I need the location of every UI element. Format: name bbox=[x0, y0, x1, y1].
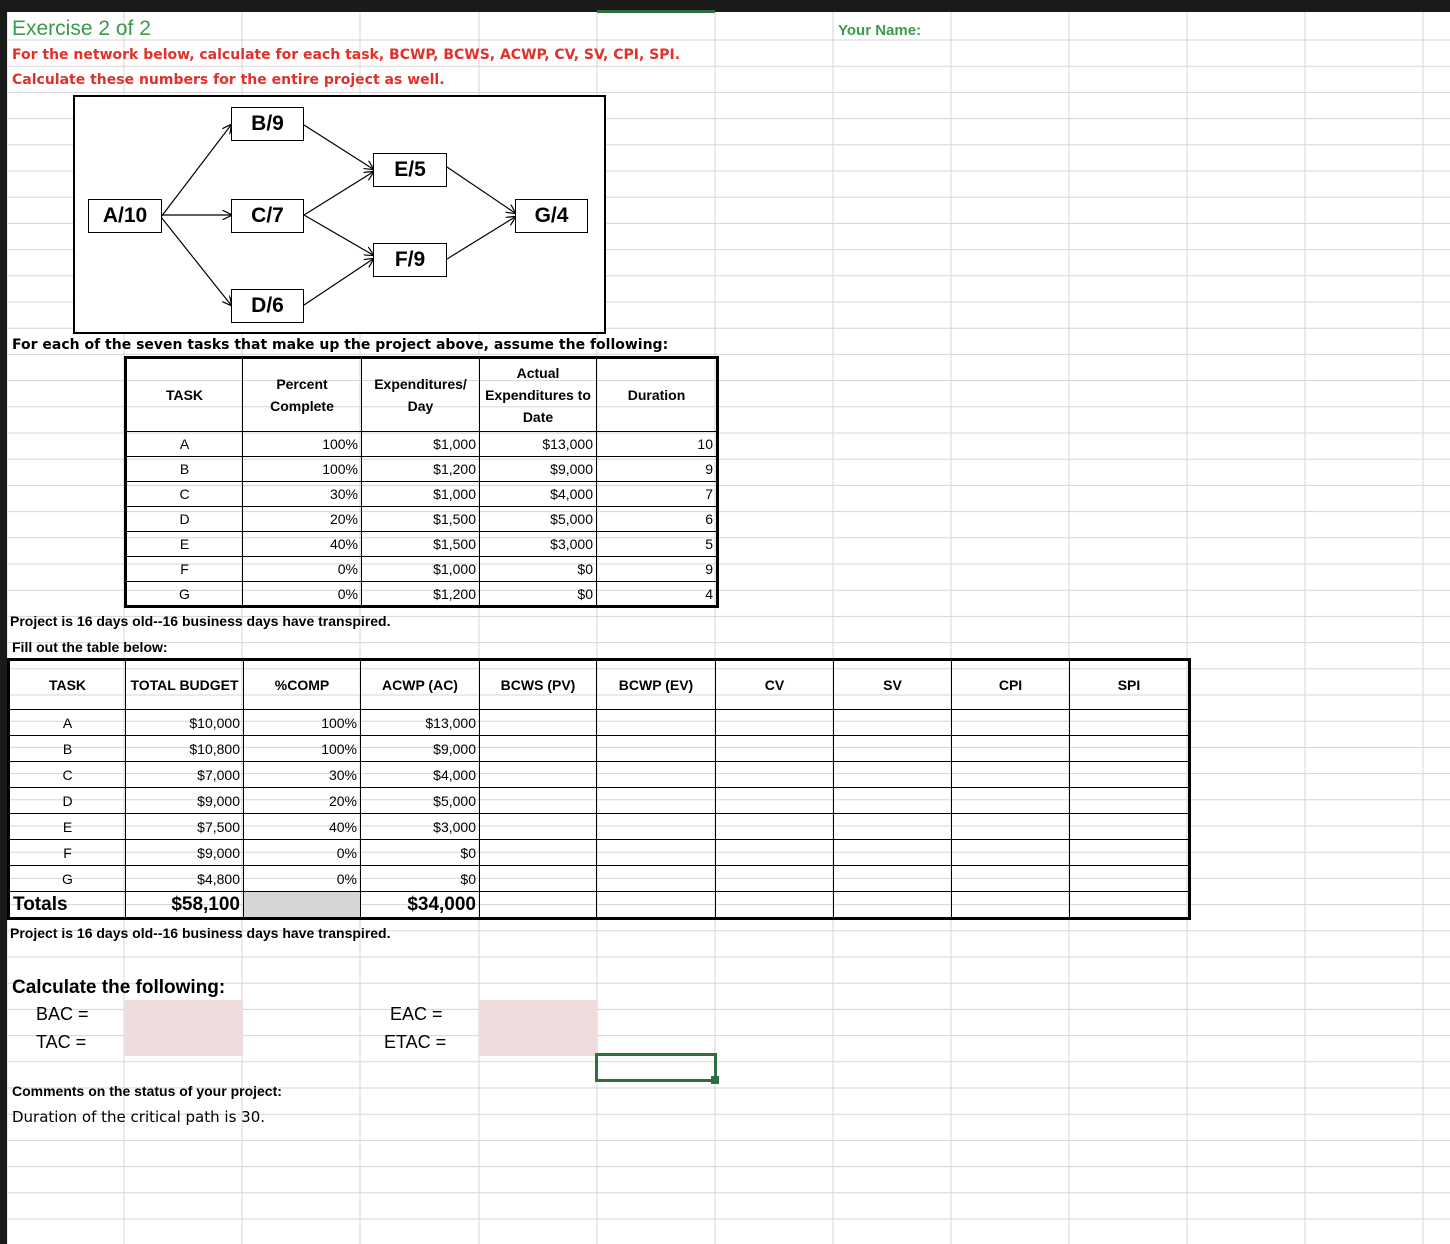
cell-cv[interactable] bbox=[716, 762, 834, 788]
cell-acwp: $9,000 bbox=[361, 736, 480, 762]
cell-cpi[interactable] bbox=[952, 814, 1070, 840]
total-acwp: $34,000 bbox=[361, 892, 480, 919]
cell-bcws[interactable] bbox=[480, 736, 597, 762]
cell-acwp: $0 bbox=[361, 840, 480, 866]
cell-comp: 40% bbox=[244, 814, 361, 840]
table-row bbox=[126, 507, 718, 532]
cell-acwp: $3,000 bbox=[361, 814, 480, 840]
exercise-title: Exercise 2 of 2 bbox=[12, 17, 151, 40]
cell-cpi[interactable] bbox=[952, 736, 1070, 762]
cell-bcws[interactable] bbox=[480, 762, 597, 788]
comments-text: Duration of the critical path is 30. bbox=[12, 1108, 266, 1126]
cell-task: F bbox=[9, 840, 126, 866]
cell-task: E bbox=[9, 814, 126, 840]
table-row bbox=[9, 866, 1190, 892]
cell-cv[interactable] bbox=[716, 840, 834, 866]
cell-bcwp[interactable] bbox=[597, 762, 716, 788]
cell-comp: 100% bbox=[244, 736, 361, 762]
cell-spi[interactable] bbox=[1070, 840, 1190, 866]
cell-cv[interactable] bbox=[716, 866, 834, 892]
cell-bcwp[interactable] bbox=[597, 840, 716, 866]
table-row bbox=[126, 557, 718, 582]
cell-exp-day: $1,200 bbox=[362, 457, 480, 482]
node-f: F/9 bbox=[373, 243, 447, 277]
cell-sv[interactable] bbox=[834, 762, 952, 788]
cell-actual: $9,000 bbox=[480, 457, 597, 482]
tac-label: TAC = bbox=[36, 1032, 87, 1052]
cell-duration: 6 bbox=[597, 507, 718, 532]
total-bcwp-cell[interactable] bbox=[597, 892, 716, 919]
cell-total-budget: $10,800 bbox=[126, 736, 244, 762]
cell-sv[interactable] bbox=[834, 866, 952, 892]
cell-percent: 40% bbox=[243, 532, 362, 557]
cell-actual: $3,000 bbox=[480, 532, 597, 557]
cell-bcws[interactable] bbox=[480, 788, 597, 814]
bac-label: BAC = bbox=[36, 1004, 89, 1024]
fill-out-label: Fill out the table below: bbox=[12, 639, 168, 655]
cell-exp-day: $1,500 bbox=[362, 532, 480, 557]
header-spi: SPI bbox=[1070, 660, 1190, 710]
cell-bcws[interactable] bbox=[480, 814, 597, 840]
header-bcws: BCWS (PV) bbox=[480, 660, 597, 710]
cell-duration: 4 bbox=[597, 582, 718, 607]
cell-cpi[interactable] bbox=[952, 710, 1070, 736]
total-budget: $58,100 bbox=[126, 892, 244, 919]
calculate-heading: Calculate the following: bbox=[12, 977, 226, 998]
task-intro: For each of the seven tasks that make up the project above, assume the following: bbox=[12, 337, 669, 353]
cell-spi[interactable] bbox=[1070, 736, 1190, 762]
cell-comp: 0% bbox=[244, 840, 361, 866]
cell-actual: $13,000 bbox=[480, 432, 597, 457]
instruction-line-2: Calculate these numbers for the entire project as well. bbox=[12, 72, 445, 88]
task-data-table bbox=[124, 356, 719, 608]
cell-percent: 100% bbox=[243, 432, 362, 457]
earned-value-table bbox=[7, 658, 1191, 920]
cell-cpi[interactable] bbox=[952, 788, 1070, 814]
header-percent-complete: Percent Complete bbox=[243, 358, 362, 432]
project-age-note-1: Project is 16 days old--16 business days have transpired. bbox=[10, 613, 391, 629]
cell-task: D bbox=[126, 507, 243, 532]
cell-bcwp[interactable] bbox=[597, 788, 716, 814]
cell-total-budget: $9,000 bbox=[126, 840, 244, 866]
cell-cpi[interactable] bbox=[952, 840, 1070, 866]
cell-comp: 0% bbox=[244, 866, 361, 892]
cell-exp-day: $1,000 bbox=[362, 482, 480, 507]
cell-percent: 30% bbox=[243, 482, 362, 507]
header-acwp: ACWP (AC) bbox=[361, 660, 480, 710]
cell-total-budget: $7,000 bbox=[126, 762, 244, 788]
cell-actual: $5,000 bbox=[480, 507, 597, 532]
cell-percent: 0% bbox=[243, 557, 362, 582]
cell-acwp: $0 bbox=[361, 866, 480, 892]
eac-etac-answer-cells[interactable] bbox=[479, 1000, 597, 1056]
node-b: B/9 bbox=[231, 107, 304, 141]
cell-bcwp[interactable] bbox=[597, 736, 716, 762]
cell-total-budget: $9,000 bbox=[126, 788, 244, 814]
table-row bbox=[9, 840, 1190, 866]
header-task: TASK bbox=[126, 358, 243, 432]
header-expenditures-day: Expenditures/ Day bbox=[362, 358, 480, 432]
cell-exp-day: $1,000 bbox=[362, 432, 480, 457]
cell-bcws[interactable] bbox=[480, 710, 597, 736]
totals-label: Totals bbox=[9, 892, 126, 919]
cell-task: A bbox=[9, 710, 126, 736]
cell-task: G bbox=[126, 582, 243, 607]
project-age-note-2: Project is 16 days old--16 business days have transpired. bbox=[10, 925, 391, 941]
cell-task: C bbox=[126, 482, 243, 507]
cell-duration: 9 bbox=[597, 557, 718, 582]
node-d: D/6 bbox=[231, 289, 304, 323]
cell-task: G bbox=[9, 866, 126, 892]
header-actual-expenditures: Actual Expenditures to Date bbox=[480, 358, 597, 432]
total-comp-cell bbox=[244, 892, 361, 919]
cell-task: F bbox=[126, 557, 243, 582]
table-row bbox=[126, 457, 718, 482]
cell-bcwp[interactable] bbox=[597, 814, 716, 840]
header-task: TASK bbox=[9, 660, 126, 710]
table-row bbox=[126, 482, 718, 507]
cell-spi[interactable] bbox=[1070, 710, 1190, 736]
cell-cv[interactable] bbox=[716, 814, 834, 840]
cell-sv[interactable] bbox=[834, 736, 952, 762]
table-row bbox=[126, 432, 718, 457]
header-cpi: CPI bbox=[952, 660, 1070, 710]
cell-spi[interactable] bbox=[1070, 814, 1190, 840]
cell-cpi[interactable] bbox=[952, 866, 1070, 892]
header-total-budget: TOTAL BUDGET bbox=[126, 660, 244, 710]
cell-percent: 100% bbox=[243, 457, 362, 482]
cell-task: B bbox=[9, 736, 126, 762]
etac-label: ETAC = bbox=[384, 1032, 447, 1052]
cell-acwp: $5,000 bbox=[361, 788, 480, 814]
node-g: G/4 bbox=[515, 199, 588, 233]
cell-acwp: $4,000 bbox=[361, 762, 480, 788]
cell-duration: 7 bbox=[597, 482, 718, 507]
selected-cell[interactable] bbox=[595, 1053, 717, 1082]
total-spi-cell[interactable] bbox=[1070, 892, 1190, 919]
cell-sv[interactable] bbox=[834, 710, 952, 736]
cell-duration: 10 bbox=[597, 432, 718, 457]
total-bcws-cell[interactable] bbox=[480, 892, 597, 919]
cell-exp-day: $1,200 bbox=[362, 582, 480, 607]
header-sv: SV bbox=[834, 660, 952, 710]
cell-exp-day: $1,500 bbox=[362, 507, 480, 532]
header-duration: Duration bbox=[597, 358, 718, 432]
cell-task: B bbox=[126, 457, 243, 482]
table-row bbox=[126, 532, 718, 557]
cell-percent: 20% bbox=[243, 507, 362, 532]
cell-acwp: $13,000 bbox=[361, 710, 480, 736]
table-row bbox=[9, 814, 1190, 840]
cell-bcwp[interactable] bbox=[597, 866, 716, 892]
cell-total-budget: $4,800 bbox=[126, 866, 244, 892]
cell-task: C bbox=[9, 762, 126, 788]
cell-comp: 20% bbox=[244, 788, 361, 814]
cell-comp: 100% bbox=[244, 710, 361, 736]
cell-duration: 9 bbox=[597, 457, 718, 482]
cell-bcws[interactable] bbox=[480, 866, 597, 892]
cell-spi[interactable] bbox=[1070, 866, 1190, 892]
cell-cv[interactable] bbox=[716, 788, 834, 814]
header-comp: %COMP bbox=[244, 660, 361, 710]
cell-sv[interactable] bbox=[834, 814, 952, 840]
cell-total-budget: $10,000 bbox=[126, 710, 244, 736]
cell-task: D bbox=[9, 788, 126, 814]
fill-handle[interactable] bbox=[711, 1076, 719, 1084]
cell-task: A bbox=[126, 432, 243, 457]
cell-actual: $0 bbox=[480, 582, 597, 607]
cell-cpi[interactable] bbox=[952, 762, 1070, 788]
cell-comp: 30% bbox=[244, 762, 361, 788]
cell-sv[interactable] bbox=[834, 788, 952, 814]
cell-spi[interactable] bbox=[1070, 762, 1190, 788]
table-row bbox=[9, 736, 1190, 762]
table-row bbox=[9, 762, 1190, 788]
table-row bbox=[9, 788, 1190, 814]
cell-exp-day: $1,000 bbox=[362, 557, 480, 582]
eac-label: EAC = bbox=[390, 1004, 443, 1024]
total-cv-cell[interactable] bbox=[716, 892, 834, 919]
header-cv: CV bbox=[716, 660, 834, 710]
cell-cv[interactable] bbox=[716, 736, 834, 762]
total-sv-cell[interactable] bbox=[834, 892, 952, 919]
cell-bcwp[interactable] bbox=[597, 710, 716, 736]
cell-percent: 0% bbox=[243, 582, 362, 607]
instruction-line-1: For the network below, calculate for each task, BCWP, BCWS, ACWP, CV, SV, CPI, SPI. bbox=[12, 47, 681, 63]
cell-total-budget: $7,500 bbox=[126, 814, 244, 840]
header-bcwp: BCWP (EV) bbox=[597, 660, 716, 710]
node-c: C/7 bbox=[231, 199, 304, 233]
comments-heading: Comments on the status of your project: bbox=[12, 1083, 282, 1099]
your-name-label: Your Name: bbox=[838, 22, 922, 39]
cell-actual: $4,000 bbox=[480, 482, 597, 507]
bac-tac-answer-cells[interactable] bbox=[125, 1000, 243, 1056]
cell-duration: 5 bbox=[597, 532, 718, 557]
total-cpi-cell[interactable] bbox=[952, 892, 1070, 919]
table-row bbox=[9, 710, 1190, 736]
cell-spi[interactable] bbox=[1070, 788, 1190, 814]
cell-cv[interactable] bbox=[716, 710, 834, 736]
node-e: E/5 bbox=[373, 153, 447, 187]
cell-sv[interactable] bbox=[834, 840, 952, 866]
cell-actual: $0 bbox=[480, 557, 597, 582]
node-a: A/10 bbox=[88, 199, 162, 233]
table-row bbox=[126, 582, 718, 607]
cell-bcws[interactable] bbox=[480, 840, 597, 866]
cell-task: E bbox=[126, 532, 243, 557]
network-diagram bbox=[73, 95, 606, 334]
